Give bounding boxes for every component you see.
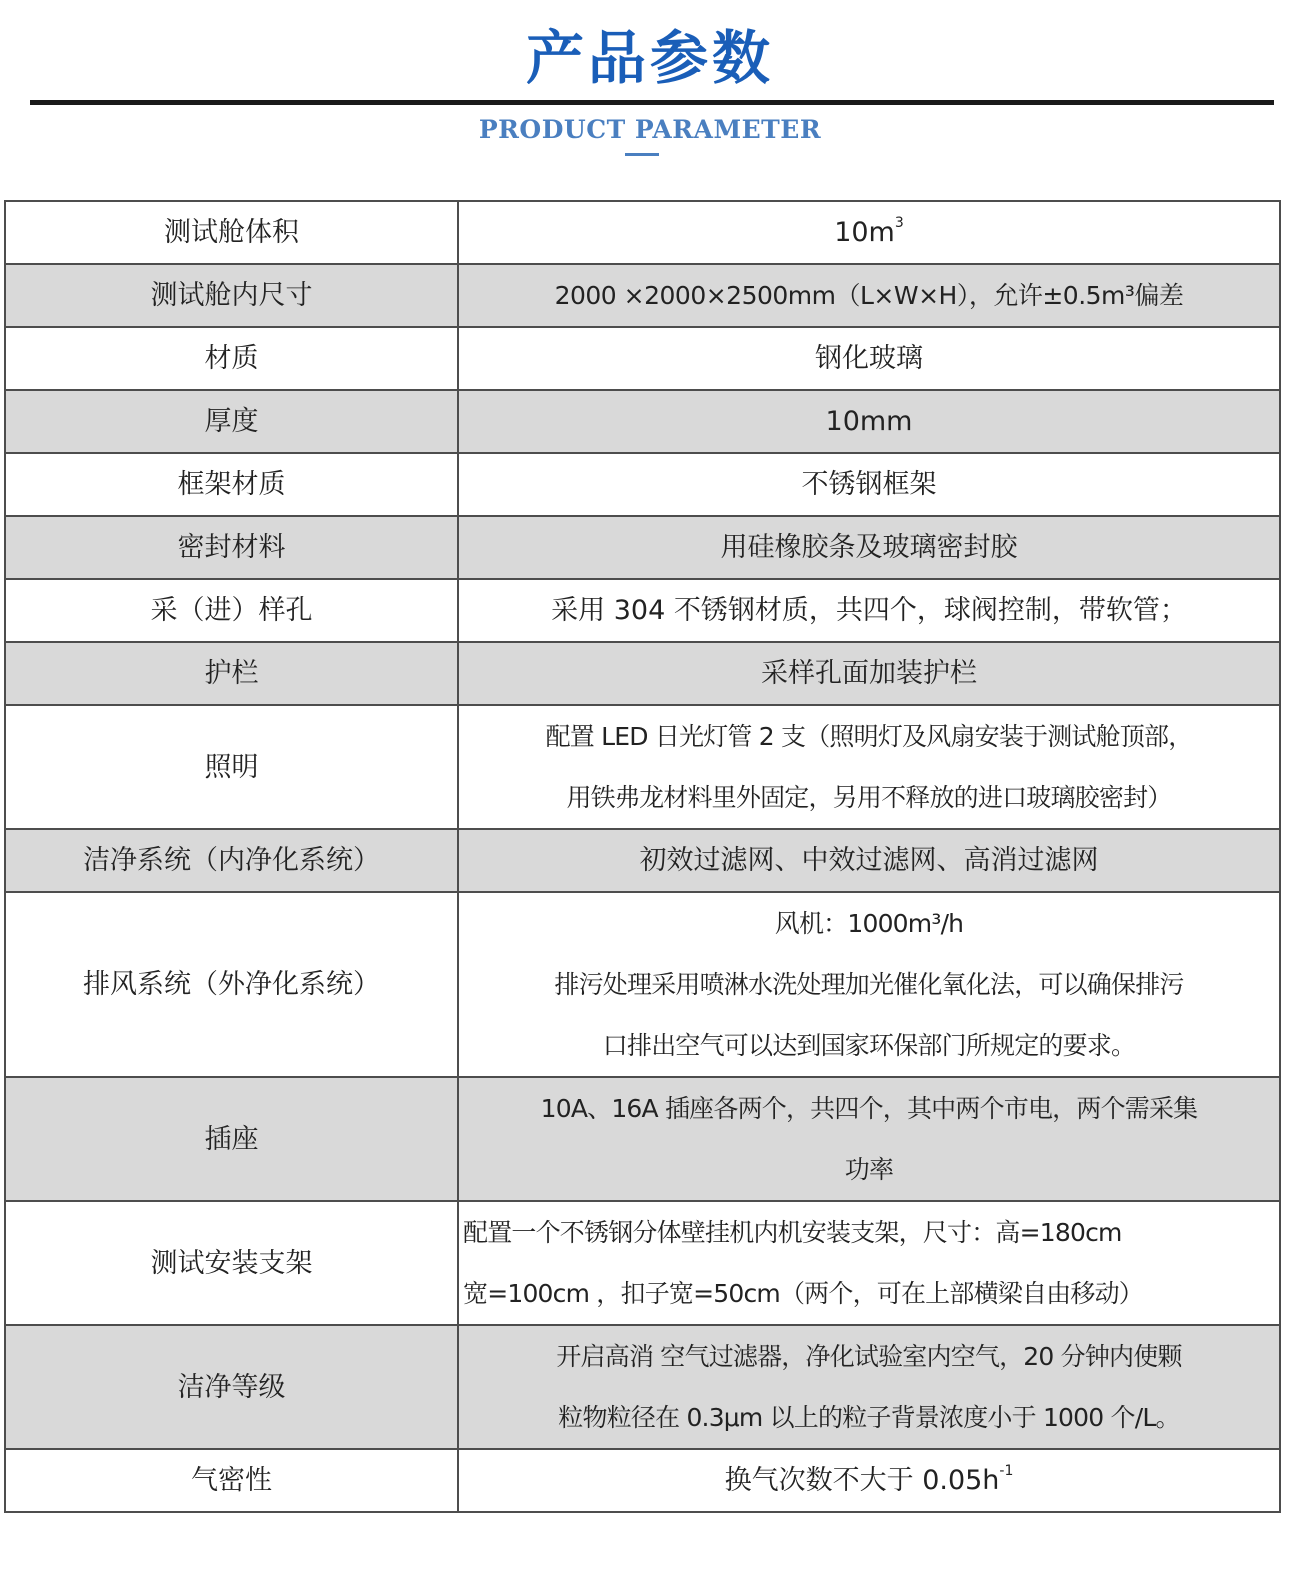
table-row [5,579,1280,642]
param-label: 测试安装支架 [5,1201,458,1325]
param-label: 插座 [5,1077,458,1201]
param-value [458,1201,1280,1325]
param-label: 密封材料 [5,516,458,579]
value-superscript: 3 [894,215,904,231]
table-row [5,390,1280,453]
value-superscript: -1 [999,1463,1014,1479]
value-line: 排污处理采用喷淋水洗处理加光催化氧化法，可以确保排污 [554,970,1184,999]
parameter-table [4,200,1281,1513]
table-row [5,705,1280,829]
table-row [5,327,1280,390]
value-line: 风机：1000m³/h [774,909,964,938]
value-line: 开启高消 空气过滤器，净化试验室内空气，20 分钟内使颗 [556,1342,1182,1371]
table-row [5,892,1280,1077]
param-label: 洁净系统（内净化系统） [5,829,458,892]
page-header [0,0,1300,190]
title-divider [30,100,1274,105]
value-line: 用铁弗龙材料里外固定，另用不释放的进口玻璃胶密封） [566,783,1172,812]
table-row [5,516,1280,579]
param-value: 用硅橡胶条及玻璃密封胶 [458,516,1280,579]
table-row [5,829,1280,892]
param-value: 采样孔面加装护栏 [458,642,1280,705]
param-label: 护栏 [5,642,458,705]
table-row [5,642,1280,705]
table-row [5,1449,1280,1512]
param-label: 测试舱内尺寸 [5,264,458,327]
param-value [458,1449,1280,1512]
param-label: 框架材质 [5,453,458,516]
page-subtitle: PRODUCT PARAMETER [478,115,822,144]
param-value [458,892,1280,1077]
param-label: 测试舱体积 [5,201,458,264]
value-line: 配置一个不锈钢分体壁挂机内机安装支架，尺寸：高=180cm [463,1218,1122,1247]
table-row [5,201,1280,264]
param-value: 10mm [458,390,1280,453]
table-row [5,1077,1280,1201]
param-label: 洁净等级 [5,1325,458,1449]
param-value: 钢化玻璃 [458,327,1280,390]
param-value [458,1325,1280,1449]
value-line: 宽=100cm ，扣子宽=50cm（两个，可在上部横梁自由移动） [463,1279,1143,1308]
subtitle-underline [625,153,659,156]
param-label: 排风系统（外净化系统） [5,892,458,1077]
value-line: 10A、16A 插座各两个，共四个，其中两个市电，两个需采集 [540,1094,1198,1123]
table-row [5,1325,1280,1449]
param-label: 照明 [5,705,458,829]
table-row [5,453,1280,516]
value-line: 10m [834,217,895,248]
param-label: 材质 [5,327,458,390]
param-label: 气密性 [5,1449,458,1512]
param-label: 采（进）样孔 [5,579,458,642]
param-value: 采用 304 不锈钢材质，共四个，球阀控制，带软管； [458,579,1280,642]
value-line: 换气次数不大于 0.05h [724,1465,1000,1496]
table-row [5,1201,1280,1325]
value-line: 粒物粒径在 0.3μm 以上的粒子背景浓度小于 1000 个/L。 [558,1403,1180,1432]
param-label: 厚度 [5,390,458,453]
param-value: 不锈钢框架 [458,453,1280,516]
value-line: 配置 LED 日光灯管 2 支（照明灯及风扇安装于测试舱顶部， [545,722,1193,751]
value-line: 口排出空气可以达到国家环保部门所规定的要求。 [602,1031,1136,1060]
value-line: 功率 [844,1155,894,1184]
param-value [458,1077,1280,1201]
param-value: 初效过滤网、中效过滤网、高消过滤网 [458,829,1280,892]
table-row [5,264,1280,327]
param-value: 2000 ×2000×2500mm（L×W×H），允许±0.5m³偏差 [458,264,1280,327]
param-value [458,705,1280,829]
page-title: 产品参数 [525,24,774,92]
param-value [458,201,1280,264]
